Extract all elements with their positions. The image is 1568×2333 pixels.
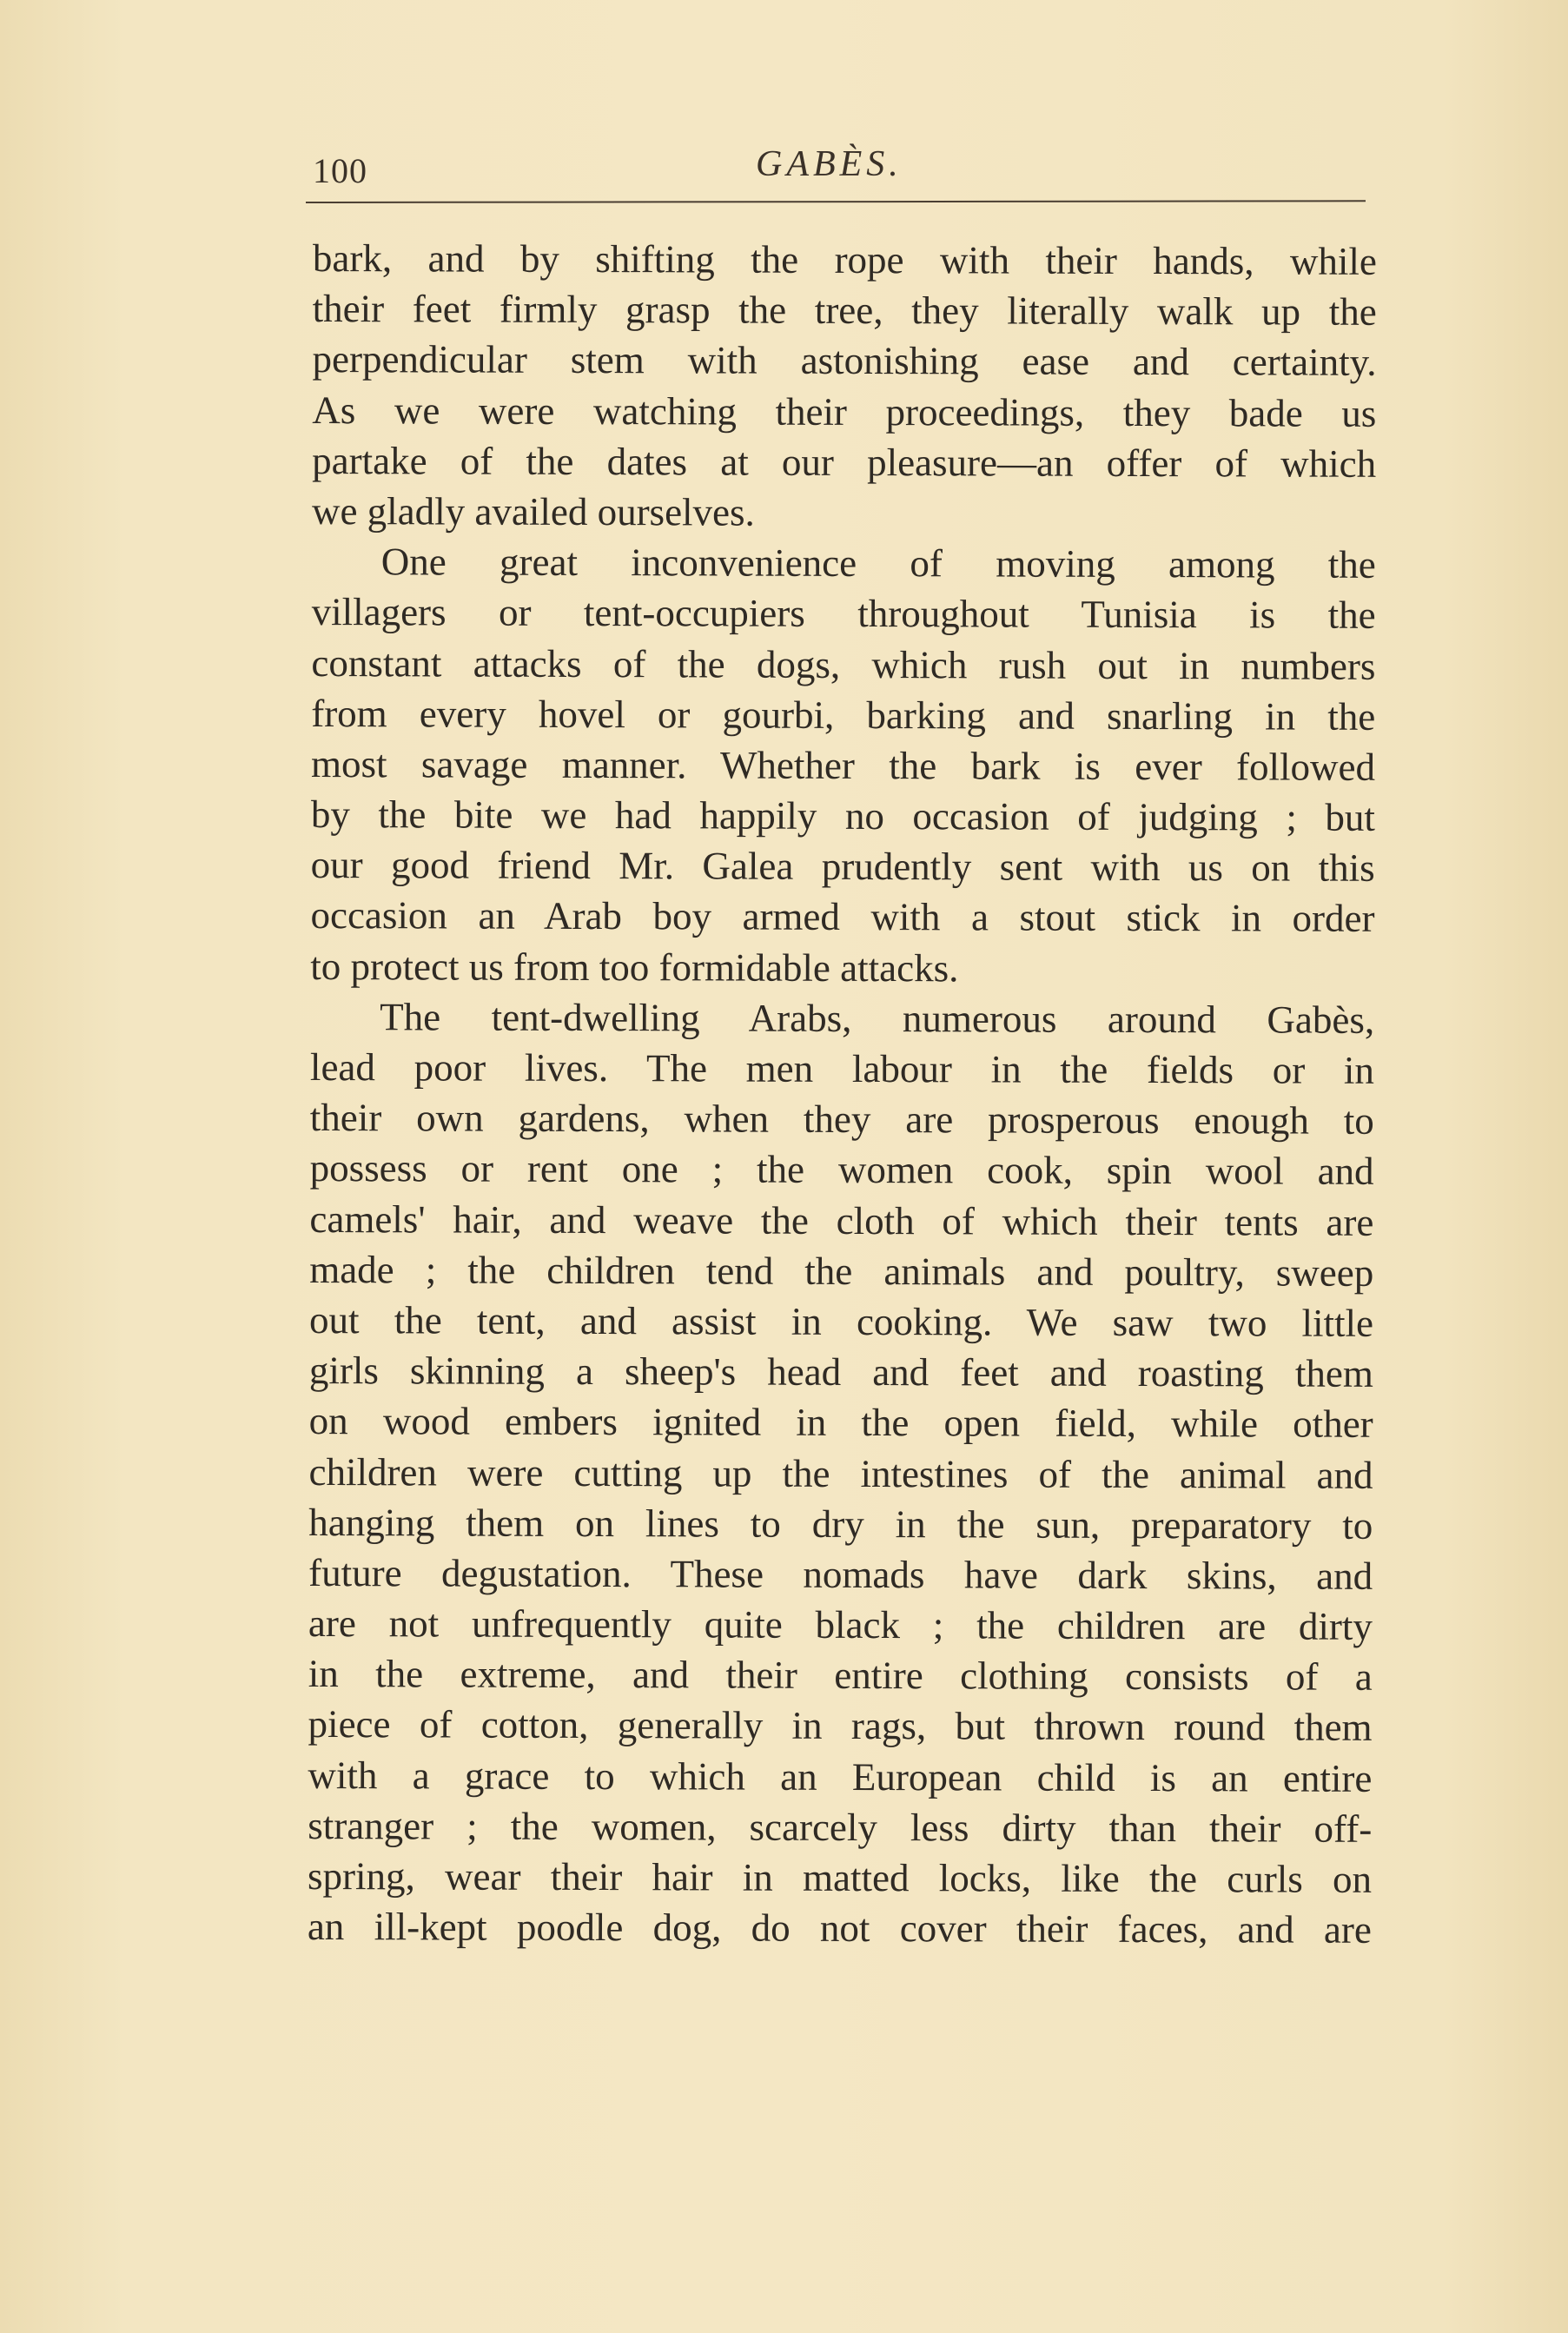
text-line: an ill-kept poodle dog, do not cover their faces, and are [307,1905,1372,1952]
text-line: hanging them on lines to dry in the sun, preparatory to [308,1500,1373,1548]
text-line: perpendicular stem with astonishing ease and certainty. [312,337,1377,385]
text-line: possess or rent one ; the women cook, spin wool and [309,1146,1374,1194]
text-line: constant attacks of the dogs, which rush out in numbers [311,640,1376,688]
text-line: with a grace to which an European child is an entire [308,1753,1373,1800]
text-line: are not unfrequently quite black ; the children are dirty [308,1601,1373,1648]
running-head: GABÈS. [756,144,903,184]
body-text [308,233,1377,1955]
text-line: made ; the children tend the animals and poultry, sweep [309,1247,1374,1295]
text-line: lead poor lives. The men labour in the fields or in [309,1044,1375,1092]
text-line: by the bite we had happily no occasion of judging ; but [310,792,1375,839]
text-line: most savage manner. Whether the bark is ever followed [311,741,1376,789]
paragraph-first-line: The tent-dwelling Arabs, numerous around Gabès, [380,995,1375,1042]
text-line: future degustation. These nomads have dark skins, and [308,1550,1373,1598]
text-line: villagers or tent-occupiers throughout Tunisia is the [311,590,1376,638]
text-line: stranger ; the women, scarcely less dirty than their off- [308,1803,1373,1851]
text-line: in the extreme, and their entire clothing consists of a [308,1652,1373,1700]
header-rule [306,200,1366,203]
text-line: from every hovel or gourbi, barking and snarling in the [311,691,1376,739]
text-line: camels' hair, and weave the cloth of which their tents are [309,1196,1374,1244]
page-number: 100 [313,151,367,190]
text-line: spring, wear their hair in matted locks, like the curls on [307,1853,1373,1901]
text-line: their own gardens, when they are prosperous enough to [309,1096,1374,1143]
text-line: partake of the dates at our pleasure—an offer of which [312,438,1377,486]
text-line: our good friend Mr. Galea prudently sent with us on this [310,843,1375,891]
text-line: As we were watching their proceedings, they bade us [312,388,1377,435]
text-line: to protect us from too formidable attacks. [310,944,959,990]
text-line: occasion an Arab boy armed with a stout stick in order [310,893,1375,941]
text-line: piece of cotton, generally in rags, but thrown round them [308,1702,1373,1750]
text-line: their feet firmly grasp the tree, they literally walk up the [312,287,1377,335]
page-header [313,143,1364,196]
text-line: on wood embers ignited in the open field, while other [308,1399,1373,1447]
paragraph-first-line: One great inconvenience of moving among the [380,540,1376,587]
text-line: girls skinning a sheep's head and feet and roasting them [308,1349,1373,1395]
text-line: children were cutting up the intestines of the animal and [308,1449,1373,1497]
text-line: out the tent, and assist in cooking. We saw two little [308,1297,1374,1345]
text-line: we gladly availed ourselves. [311,488,755,534]
text-line: bark, and by shifting the rope with their hands, while [312,235,1377,283]
